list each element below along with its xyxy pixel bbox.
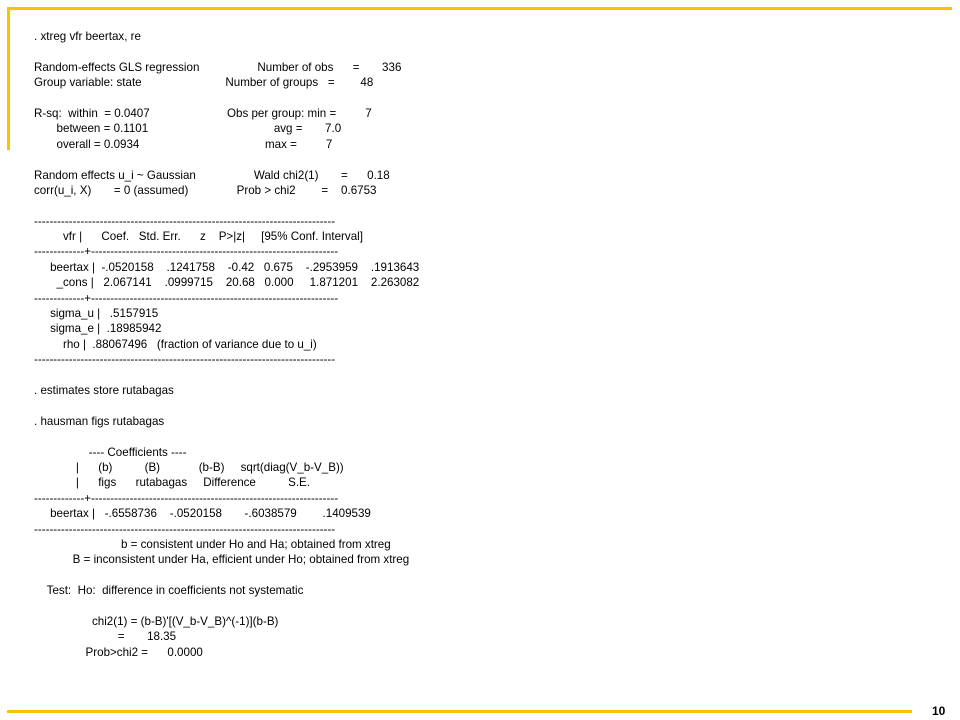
output-line: | figs rutabagas Difference S.E. [34,476,311,490]
top-accent-bar [7,7,952,10]
output-line: beertax | -.0520158 .1241758 -0.42 0.675 -.2953959 .1913643 [34,260,420,274]
output-line: vfr | Coef. Std. Err. z P>|z| [95% Conf. Interval] [34,230,363,244]
output-line [34,44,419,59]
output-line: . xtreg vfr beertax, re [34,30,141,43]
output-line: sigma_e | .18985942 [34,322,162,336]
output-line [34,198,419,213]
output-line: ---- Coefficients ---- [34,445,187,459]
output-line: ------------------------------------------------------------------------------ [34,214,336,228]
output-line: between = 0.1101 avg = 7.0 [34,122,342,136]
output-line: = 18.35 [34,630,177,644]
output-line: Random-effects GLS regression Number of obs = 336 [34,60,402,74]
output-line: -------------+---------------------------------------------------------------- [34,291,339,305]
output-line: B = inconsistent under Ha, efficient under Ho; obtained from xtreg [34,553,410,567]
output-line [34,152,419,167]
output-line: -------------+---------------------------------------------------------------- [34,245,339,259]
output-line: Random effects u_i ~ Gaussian Wald chi2(1) = 0.18 [34,168,390,182]
output-line: . hausman figs rutabagas [34,414,165,428]
output-line: -------------+---------------------------------------------------------------- [34,491,339,505]
output-line: chi2(1) = (b-B)'[(V_b-V_B)^(-1)](b-B) [34,614,279,628]
output-line [34,598,419,613]
output-line [34,398,419,413]
output-line [34,368,419,383]
output-line: ------------------------------------------------------------------------------ [34,522,336,536]
output-line [34,568,419,583]
output-line [34,429,419,444]
output-line: _cons | 2.067141 .0999715 20.68 0.000 1.871201 2.263082 [34,276,420,290]
output-line: ------------------------------------------------------------------------------ [34,353,336,367]
output-line: Prob>chi2 = 0.0000 [34,645,203,659]
output-line: Test: Ho: difference in coefficients not systematic [34,584,304,598]
output-line: rho | .88067496 (fraction of variance due to u_i) [34,337,317,351]
output-line: overall = 0.0934 max = 7 [34,137,333,151]
page-number: 10 [932,704,946,718]
output-line: . estimates store rutabagas [34,383,174,397]
left-accent-bar [7,7,10,150]
output-line: Group variable: state Number of groups = 48 [34,76,374,90]
bottom-accent-bar [7,710,912,713]
output-line: R-sq: within = 0.0407 Obs per group: min = 7 [34,106,372,120]
output-line: corr(u_i, X) = 0 (assumed) Prob > chi2 = 0.6753 [34,183,377,197]
output-line: sigma_u | .5157915 [34,307,159,321]
output-line: b = consistent under Ho and Ha; obtained from xtreg [34,537,391,551]
output-line: beertax | -.6558736 -.0520158 -.6038579 .1409539 [34,507,371,521]
output-line: | (b) (B) (b-B) sqrt(diag(V_b-V_B)) [34,460,344,474]
output-line [34,91,419,106]
stata-output-block [34,29,419,660]
